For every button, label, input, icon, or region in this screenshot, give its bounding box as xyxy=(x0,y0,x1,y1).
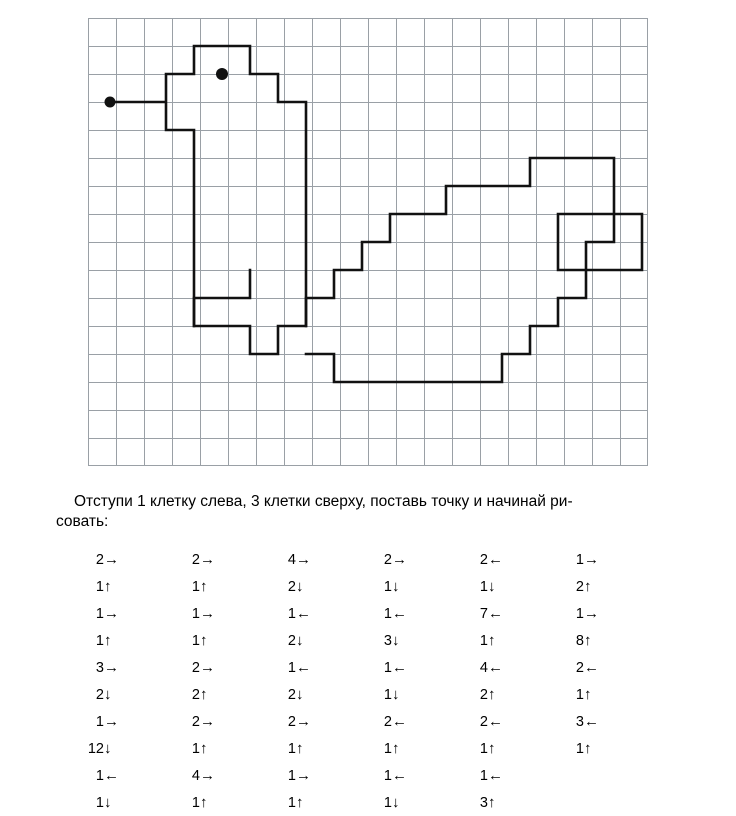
step-count: 1 xyxy=(479,767,488,784)
step-count: 2 xyxy=(479,551,488,568)
table-row xyxy=(78,627,654,654)
step-count: 4 xyxy=(287,551,296,568)
instruction-line-1: Отступи 1 клетку слева, 3 клетки сверху, поставь точку и начинай ри- xyxy=(74,493,573,510)
step-count: 1 xyxy=(191,605,200,622)
step-count: 7 xyxy=(479,605,488,622)
step-arrow-icon: ← xyxy=(392,605,407,622)
step-arrow-icon: → xyxy=(296,713,311,730)
step-count xyxy=(558,789,584,816)
table-row xyxy=(78,573,654,600)
step-count: 2 xyxy=(479,686,488,703)
step-arrow-icon: ← xyxy=(104,767,119,784)
step-arrow-icon: ↓ xyxy=(296,632,304,649)
step-arrow-icon: ↑ xyxy=(200,686,208,703)
step-arrow-icon: ← xyxy=(488,551,503,568)
step-count: 1 xyxy=(479,632,488,649)
step-count: 1 xyxy=(191,740,200,757)
table-row xyxy=(78,789,654,816)
step-arrow-icon: ↑ xyxy=(104,632,112,649)
step-count: 2 xyxy=(383,713,392,730)
step-arrow-icon: → xyxy=(104,551,119,568)
step-count xyxy=(558,762,584,789)
step-count: 1 xyxy=(191,794,200,811)
step-arrow-icon: → xyxy=(104,605,119,622)
step-count: 4 xyxy=(479,659,488,676)
step-arrow-icon: ↓ xyxy=(392,632,400,649)
step-count: 1 xyxy=(575,605,584,622)
step-count: 3 xyxy=(575,713,584,730)
step-count: 8 xyxy=(575,632,584,649)
step-arrow-icon: ← xyxy=(392,713,407,730)
step-count: 2 xyxy=(191,686,200,703)
step-count: 1 xyxy=(287,740,296,757)
step-count: 1 xyxy=(191,632,200,649)
step-arrow-icon: ↑ xyxy=(200,740,208,757)
instruction-text xyxy=(56,492,696,532)
step-count: 1 xyxy=(287,767,296,784)
step-count: 2 xyxy=(575,659,584,676)
table-row xyxy=(78,681,654,708)
table-row xyxy=(78,600,654,627)
instruction-line-2: совать: xyxy=(56,513,109,530)
step-count: 1 xyxy=(287,605,296,622)
step-arrow-icon: → xyxy=(296,767,311,784)
step-arrow-icon: → xyxy=(584,605,599,622)
step-count: 1 xyxy=(95,632,104,649)
step-count: 2 xyxy=(287,632,296,649)
step-count: 2 xyxy=(287,578,296,595)
step-count: 1 xyxy=(575,551,584,568)
step-count: 2 xyxy=(191,713,200,730)
step-count: 1 xyxy=(383,794,392,811)
step-arrow-icon: ↓ xyxy=(392,794,400,811)
step-arrow-icon: ↑ xyxy=(296,740,304,757)
step-count: 2 xyxy=(95,686,104,703)
step-arrow-icon: ← xyxy=(392,767,407,784)
step-count: 1 xyxy=(383,686,392,703)
step-count: 1 xyxy=(95,794,104,811)
step-arrow-icon: ↑ xyxy=(488,740,496,757)
step-arrow-icon: → xyxy=(200,767,215,784)
step-arrow-icon: → xyxy=(200,713,215,730)
step-arrow-icon xyxy=(584,762,654,789)
step-arrow-icon: ↑ xyxy=(584,632,592,649)
step-arrow-icon: ↓ xyxy=(488,578,496,595)
step-arrow-icon: ↑ xyxy=(200,632,208,649)
step-count: 2 xyxy=(287,686,296,703)
step-count: 1 xyxy=(575,686,584,703)
step-count: 1 xyxy=(95,713,104,730)
step-count: 1 xyxy=(95,578,104,595)
step-arrow-icon: → xyxy=(104,713,119,730)
step-count: 1 xyxy=(575,740,584,757)
step-arrow-icon: ↑ xyxy=(104,578,112,595)
step-arrow-icon: ← xyxy=(392,659,407,676)
step-arrow-icon: ↑ xyxy=(296,794,304,811)
step-arrow-icon: ← xyxy=(296,605,311,622)
eye-dot xyxy=(216,68,228,80)
start-dot xyxy=(105,97,116,108)
step-arrow-icon: ↑ xyxy=(200,578,208,595)
step-arrow-icon: ← xyxy=(584,659,599,676)
step-count: 1 xyxy=(287,794,296,811)
step-count: 1 xyxy=(95,605,104,622)
step-arrow-icon: → xyxy=(200,659,215,676)
step-arrow-icon: ↓ xyxy=(104,686,112,703)
step-count: 3 xyxy=(383,632,392,649)
step-count: 2 xyxy=(191,551,200,568)
step-arrow-icon: ↓ xyxy=(392,686,400,703)
step-arrow-icon: ← xyxy=(488,713,503,730)
step-arrow-icon: ↑ xyxy=(488,794,496,811)
step-count: 4 xyxy=(191,767,200,784)
step-arrow-icon: ↓ xyxy=(104,740,112,757)
grid-svg xyxy=(88,18,648,466)
step-arrow-icon: ↑ xyxy=(584,686,592,703)
step-arrow-icon: ↑ xyxy=(488,686,496,703)
step-count: 2 xyxy=(287,713,296,730)
step-count: 1 xyxy=(95,767,104,784)
step-arrow-icon: ↑ xyxy=(584,740,592,757)
step-arrow-icon: ← xyxy=(296,659,311,676)
step-count: 2 xyxy=(383,551,392,568)
step-arrow-icon: → xyxy=(296,551,311,568)
step-arrow-icon: ↓ xyxy=(104,794,112,811)
steps-table-wrapper xyxy=(78,546,678,816)
step-count: 1 xyxy=(191,578,200,595)
table-row xyxy=(78,735,654,762)
table-row xyxy=(78,708,654,735)
step-arrow-icon: → xyxy=(200,605,215,622)
step-count: 12 xyxy=(87,740,104,757)
step-arrow-icon: ↑ xyxy=(200,794,208,811)
step-arrow-icon: ↑ xyxy=(488,632,496,649)
step-count: 2 xyxy=(95,551,104,568)
step-arrow-icon: ↓ xyxy=(296,578,304,595)
step-arrow-icon: → xyxy=(200,551,215,568)
step-count: 3 xyxy=(95,659,104,676)
step-arrow-icon: ↑ xyxy=(392,740,400,757)
step-count: 3 xyxy=(479,794,488,811)
step-count: 1 xyxy=(383,659,392,676)
steps-table xyxy=(78,546,654,816)
step-count: 1 xyxy=(383,605,392,622)
step-count: 1 xyxy=(479,578,488,595)
step-count: 2 xyxy=(479,713,488,730)
step-arrow-icon: ↓ xyxy=(392,578,400,595)
step-count: 1 xyxy=(287,659,296,676)
step-arrow-icon: ← xyxy=(488,659,503,676)
step-arrow-icon: ← xyxy=(584,713,599,730)
step-count: 1 xyxy=(383,578,392,595)
step-count: 1 xyxy=(383,767,392,784)
step-count: 2 xyxy=(191,659,200,676)
step-arrow-icon: ← xyxy=(488,605,503,622)
step-arrow-icon: ↑ xyxy=(584,578,592,595)
step-arrow-icon: → xyxy=(392,551,407,568)
table-row xyxy=(78,546,654,573)
step-count: 1 xyxy=(479,740,488,757)
step-arrow-icon: ← xyxy=(488,767,503,784)
graphic-dictation-grid xyxy=(88,18,648,466)
step-count: 2 xyxy=(575,578,584,595)
step-arrow-icon xyxy=(584,789,654,816)
step-arrow-icon: ↓ xyxy=(296,686,304,703)
step-arrow-icon: → xyxy=(584,551,599,568)
step-arrow-icon: → xyxy=(104,659,119,676)
table-row xyxy=(78,654,654,681)
table-row xyxy=(78,762,654,789)
step-count: 1 xyxy=(383,740,392,757)
